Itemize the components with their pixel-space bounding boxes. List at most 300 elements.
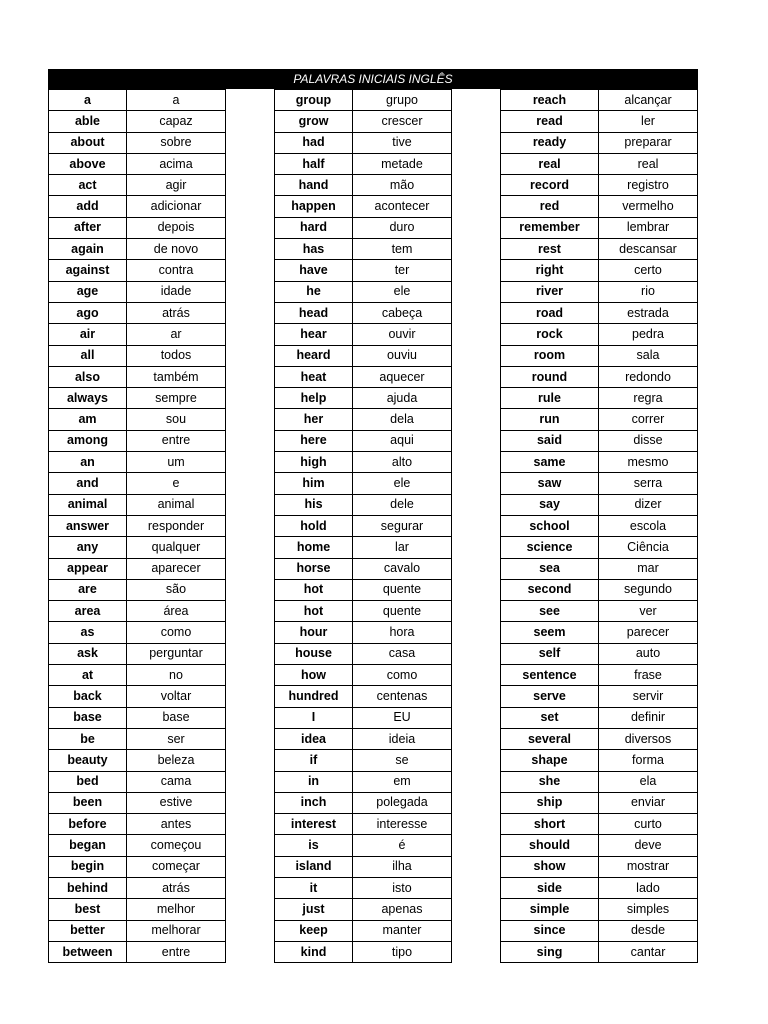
english-word: has <box>275 239 353 260</box>
table-row <box>501 941 698 962</box>
portuguese-translation: serra <box>599 473 698 494</box>
table-row <box>501 388 698 409</box>
english-word: if <box>275 750 353 771</box>
portuguese-translation: escola <box>599 515 698 536</box>
portuguese-translation: forma <box>599 750 698 771</box>
english-word: began <box>49 835 127 856</box>
english-word: him <box>275 473 353 494</box>
table-row <box>275 643 452 664</box>
table-row <box>501 601 698 622</box>
table-row <box>49 750 226 771</box>
english-word: between <box>49 941 127 962</box>
english-word: rest <box>501 239 599 260</box>
table-row <box>275 579 452 600</box>
table-row <box>501 239 698 260</box>
portuguese-translation: centenas <box>353 686 452 707</box>
english-word: saw <box>501 473 599 494</box>
english-word: round <box>501 366 599 387</box>
portuguese-translation: aquecer <box>353 366 452 387</box>
portuguese-translation: como <box>353 665 452 686</box>
table-row <box>49 366 226 387</box>
english-word: seem <box>501 622 599 643</box>
portuguese-translation: correr <box>599 409 698 430</box>
portuguese-translation: em <box>353 771 452 792</box>
table-row <box>49 239 226 260</box>
english-word: half <box>275 153 353 174</box>
portuguese-translation: beleza <box>127 750 226 771</box>
table-row <box>275 281 452 302</box>
english-word: since <box>501 920 599 941</box>
portuguese-translation: cantar <box>599 941 698 962</box>
english-word: head <box>275 302 353 323</box>
table-row <box>49 728 226 749</box>
english-word: am <box>49 409 127 430</box>
portuguese-translation: tem <box>353 239 452 260</box>
english-word: ready <box>501 132 599 153</box>
table-row <box>49 643 226 664</box>
table-row <box>275 217 452 238</box>
english-word: his <box>275 494 353 515</box>
table-row <box>275 132 452 153</box>
english-word: behind <box>49 877 127 898</box>
portuguese-translation: lado <box>599 877 698 898</box>
table-row <box>49 302 226 323</box>
english-word: against <box>49 260 127 281</box>
english-word: better <box>49 920 127 941</box>
portuguese-translation: parecer <box>599 622 698 643</box>
english-word: been <box>49 792 127 813</box>
portuguese-translation: acima <box>127 153 226 174</box>
portuguese-translation: tipo <box>353 941 452 962</box>
table-row <box>49 324 226 345</box>
table-row <box>275 515 452 536</box>
table-row <box>275 366 452 387</box>
portuguese-translation: entre <box>127 941 226 962</box>
table-row <box>275 728 452 749</box>
portuguese-translation: são <box>127 579 226 600</box>
table-row <box>49 920 226 941</box>
portuguese-translation: aqui <box>353 430 452 451</box>
english-word: ask <box>49 643 127 664</box>
english-word: at <box>49 665 127 686</box>
table-row <box>275 707 452 728</box>
table-row <box>275 239 452 260</box>
portuguese-translation: quente <box>353 601 452 622</box>
english-word: and <box>49 473 127 494</box>
english-word: begin <box>49 856 127 877</box>
portuguese-translation: registro <box>599 175 698 196</box>
table-row <box>49 537 226 558</box>
portuguese-translation: agir <box>127 175 226 196</box>
table-row <box>501 707 698 728</box>
english-word: happen <box>275 196 353 217</box>
english-word: red <box>501 196 599 217</box>
portuguese-translation: interesse <box>353 814 452 835</box>
table-row <box>49 814 226 835</box>
portuguese-translation: EU <box>353 707 452 728</box>
portuguese-translation: a <box>127 90 226 111</box>
english-word: heard <box>275 345 353 366</box>
table-row <box>501 302 698 323</box>
portuguese-translation: deve <box>599 835 698 856</box>
portuguese-translation: dela <box>353 409 452 430</box>
english-word: shape <box>501 750 599 771</box>
english-word: in <box>275 771 353 792</box>
portuguese-translation: ele <box>353 281 452 302</box>
table-row <box>49 452 226 473</box>
table-row <box>275 494 452 515</box>
english-word: help <box>275 388 353 409</box>
portuguese-translation: também <box>127 366 226 387</box>
table-row <box>275 856 452 877</box>
english-word: keep <box>275 920 353 941</box>
table-row <box>49 835 226 856</box>
table-row <box>275 175 452 196</box>
portuguese-translation: mão <box>353 175 452 196</box>
portuguese-translation: ler <box>599 111 698 132</box>
english-word: say <box>501 494 599 515</box>
english-word: bed <box>49 771 127 792</box>
portuguese-translation: melhor <box>127 899 226 920</box>
portuguese-translation: sempre <box>127 388 226 409</box>
english-word: rock <box>501 324 599 345</box>
english-word: hundred <box>275 686 353 707</box>
table-row <box>275 111 452 132</box>
table-row <box>275 324 452 345</box>
table-row <box>49 196 226 217</box>
table-row <box>275 452 452 473</box>
table-row <box>275 601 452 622</box>
english-word: after <box>49 217 127 238</box>
table-row <box>501 643 698 664</box>
table-row <box>49 281 226 302</box>
english-word: among <box>49 430 127 451</box>
english-word: group <box>275 90 353 111</box>
table-row <box>49 558 226 579</box>
portuguese-translation: casa <box>353 643 452 664</box>
portuguese-translation: idade <box>127 281 226 302</box>
table-row <box>275 409 452 430</box>
portuguese-translation: segundo <box>599 579 698 600</box>
portuguese-translation: animal <box>127 494 226 515</box>
table-row <box>501 686 698 707</box>
english-word: appear <box>49 558 127 579</box>
english-word: here <box>275 430 353 451</box>
portuguese-translation: entre <box>127 430 226 451</box>
portuguese-translation: todos <box>127 345 226 366</box>
english-word: have <box>275 260 353 281</box>
table-row <box>49 430 226 451</box>
english-word: ago <box>49 302 127 323</box>
english-word: a <box>49 90 127 111</box>
english-word: home <box>275 537 353 558</box>
portuguese-translation: área <box>127 601 226 622</box>
table-row <box>501 90 698 111</box>
english-word: air <box>49 324 127 345</box>
table-row <box>275 665 452 686</box>
english-word: hour <box>275 622 353 643</box>
portuguese-translation: curto <box>599 814 698 835</box>
table-row <box>49 686 226 707</box>
portuguese-translation: isto <box>353 877 452 898</box>
sheet-title: PALAVRAS INICIAIS INGLÊS <box>48 69 698 89</box>
english-word: school <box>501 515 599 536</box>
portuguese-translation: responder <box>127 515 226 536</box>
english-word: remember <box>501 217 599 238</box>
english-word: same <box>501 452 599 473</box>
word-table-2 <box>274 89 452 963</box>
english-word: is <box>275 835 353 856</box>
table-row <box>501 835 698 856</box>
table-row <box>501 260 698 281</box>
english-word: grow <box>275 111 353 132</box>
english-word: said <box>501 430 599 451</box>
portuguese-translation: vermelho <box>599 196 698 217</box>
portuguese-translation: definir <box>599 707 698 728</box>
english-word: best <box>49 899 127 920</box>
table-row <box>49 707 226 728</box>
portuguese-translation: ser <box>127 728 226 749</box>
table-row <box>49 473 226 494</box>
english-word: reach <box>501 90 599 111</box>
portuguese-translation: e <box>127 473 226 494</box>
portuguese-translation: cama <box>127 771 226 792</box>
portuguese-translation: alto <box>353 452 452 473</box>
portuguese-translation: preparar <box>599 132 698 153</box>
table-row <box>501 175 698 196</box>
portuguese-translation: dizer <box>599 494 698 515</box>
table-row <box>49 877 226 898</box>
table-row <box>275 473 452 494</box>
portuguese-translation: no <box>127 665 226 686</box>
portuguese-translation: pedra <box>599 324 698 345</box>
portuguese-translation: metade <box>353 153 452 174</box>
portuguese-translation: estrada <box>599 302 698 323</box>
table-row <box>49 601 226 622</box>
portuguese-translation: quente <box>353 579 452 600</box>
table-row <box>49 665 226 686</box>
portuguese-translation: ela <box>599 771 698 792</box>
table-row <box>49 899 226 920</box>
table-row <box>49 260 226 281</box>
portuguese-translation: ver <box>599 601 698 622</box>
english-word: are <box>49 579 127 600</box>
table-row <box>501 728 698 749</box>
table-row <box>501 494 698 515</box>
portuguese-translation: redondo <box>599 366 698 387</box>
portuguese-translation: crescer <box>353 111 452 132</box>
table-row <box>501 920 698 941</box>
table-row <box>49 409 226 430</box>
table-row <box>49 771 226 792</box>
portuguese-translation: cabeça <box>353 302 452 323</box>
english-word: simple <box>501 899 599 920</box>
portuguese-translation: rio <box>599 281 698 302</box>
portuguese-translation: lembrar <box>599 217 698 238</box>
portuguese-translation: enviar <box>599 792 698 813</box>
english-word: base <box>49 707 127 728</box>
table-row <box>501 515 698 536</box>
english-word: it <box>275 877 353 898</box>
english-word: always <box>49 388 127 409</box>
english-word: see <box>501 601 599 622</box>
portuguese-translation: contra <box>127 260 226 281</box>
english-word: side <box>501 877 599 898</box>
table-row <box>49 856 226 877</box>
english-word: back <box>49 686 127 707</box>
english-word: I <box>275 707 353 728</box>
portuguese-translation: sala <box>599 345 698 366</box>
english-word: inch <box>275 792 353 813</box>
english-word: hot <box>275 579 353 600</box>
english-word: high <box>275 452 353 473</box>
portuguese-translation: depois <box>127 217 226 238</box>
portuguese-translation: antes <box>127 814 226 835</box>
english-word: she <box>501 771 599 792</box>
table-row <box>501 452 698 473</box>
portuguese-translation: adicionar <box>127 196 226 217</box>
portuguese-translation: diversos <box>599 728 698 749</box>
english-word: add <box>49 196 127 217</box>
table-row <box>49 622 226 643</box>
portuguese-translation: mostrar <box>599 856 698 877</box>
table-row <box>275 750 452 771</box>
portuguese-translation: descansar <box>599 239 698 260</box>
table-row <box>501 132 698 153</box>
table-row <box>49 494 226 515</box>
english-word: sea <box>501 558 599 579</box>
table-row <box>501 814 698 835</box>
portuguese-translation: manter <box>353 920 452 941</box>
english-word: ship <box>501 792 599 813</box>
portuguese-translation: ajuda <box>353 388 452 409</box>
portuguese-translation: capaz <box>127 111 226 132</box>
table-row <box>501 771 698 792</box>
portuguese-translation: lar <box>353 537 452 558</box>
portuguese-translation: hora <box>353 622 452 643</box>
english-word: age <box>49 281 127 302</box>
table-row <box>49 579 226 600</box>
portuguese-translation: ideia <box>353 728 452 749</box>
table-row <box>501 281 698 302</box>
english-word: run <box>501 409 599 430</box>
portuguese-translation: ar <box>127 324 226 345</box>
portuguese-translation: atrás <box>127 877 226 898</box>
table-row <box>275 537 452 558</box>
table-row <box>501 579 698 600</box>
portuguese-translation: acontecer <box>353 196 452 217</box>
english-word: hard <box>275 217 353 238</box>
english-word: science <box>501 537 599 558</box>
portuguese-translation: ouviu <box>353 345 452 366</box>
portuguese-translation: duro <box>353 217 452 238</box>
portuguese-translation: cavalo <box>353 558 452 579</box>
table-row <box>501 345 698 366</box>
portuguese-translation: atrás <box>127 302 226 323</box>
english-word: act <box>49 175 127 196</box>
table-row <box>501 153 698 174</box>
word-table-3 <box>500 89 698 963</box>
portuguese-translation: apenas <box>353 899 452 920</box>
portuguese-translation: um <box>127 452 226 473</box>
portuguese-translation: melhorar <box>127 920 226 941</box>
portuguese-translation: auto <box>599 643 698 664</box>
english-word: how <box>275 665 353 686</box>
english-word: above <box>49 153 127 174</box>
portuguese-translation: servir <box>599 686 698 707</box>
table-row <box>49 941 226 962</box>
portuguese-translation: perguntar <box>127 643 226 664</box>
table-row <box>49 175 226 196</box>
table-row <box>275 388 452 409</box>
portuguese-translation: qualquer <box>127 537 226 558</box>
english-word: just <box>275 899 353 920</box>
table-row <box>49 217 226 238</box>
english-word: several <box>501 728 599 749</box>
table-row <box>49 515 226 536</box>
english-word: short <box>501 814 599 835</box>
portuguese-translation: sobre <box>127 132 226 153</box>
english-word: had <box>275 132 353 153</box>
english-word: sing <box>501 941 599 962</box>
word-groups <box>48 89 698 959</box>
english-word: any <box>49 537 127 558</box>
table-row <box>275 877 452 898</box>
table-row <box>275 430 452 451</box>
portuguese-translation: desde <box>599 920 698 941</box>
table-row <box>275 260 452 281</box>
english-word: island <box>275 856 353 877</box>
english-word: again <box>49 239 127 260</box>
portuguese-translation: polegada <box>353 792 452 813</box>
english-word: kind <box>275 941 353 962</box>
portuguese-translation: mesmo <box>599 452 698 473</box>
table-row <box>275 920 452 941</box>
table-row <box>275 622 452 643</box>
english-word: about <box>49 132 127 153</box>
english-word: self <box>501 643 599 664</box>
english-word: he <box>275 281 353 302</box>
english-word: answer <box>49 515 127 536</box>
portuguese-translation: ouvir <box>353 324 452 345</box>
table-row <box>275 792 452 813</box>
portuguese-translation: ter <box>353 260 452 281</box>
table-row <box>501 324 698 345</box>
word-group-1 <box>48 89 226 963</box>
table-row <box>501 111 698 132</box>
english-word: real <box>501 153 599 174</box>
portuguese-translation: real <box>599 153 698 174</box>
portuguese-translation: alcançar <box>599 90 698 111</box>
portuguese-translation: simples <box>599 899 698 920</box>
table-row <box>275 899 452 920</box>
portuguese-translation: voltar <box>127 686 226 707</box>
table-row <box>275 941 452 962</box>
english-word: should <box>501 835 599 856</box>
table-row <box>501 217 698 238</box>
table-row <box>49 90 226 111</box>
table-row <box>501 558 698 579</box>
table-row <box>501 899 698 920</box>
table-row <box>501 856 698 877</box>
english-word: record <box>501 175 599 196</box>
portuguese-translation: regra <box>599 388 698 409</box>
portuguese-translation: estive <box>127 792 226 813</box>
portuguese-translation: frase <box>599 665 698 686</box>
english-word: show <box>501 856 599 877</box>
english-word: set <box>501 707 599 728</box>
table-row <box>275 345 452 366</box>
